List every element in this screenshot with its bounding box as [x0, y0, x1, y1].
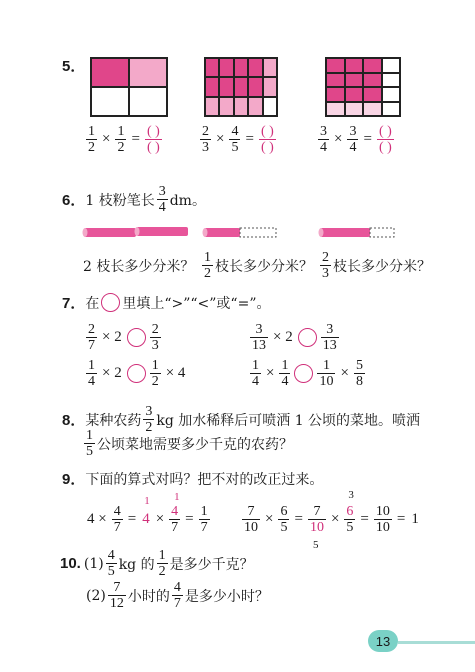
question-5-number: 5．: [62, 58, 86, 75]
answer-blank-3[interactable]: $\frac{( )}{( )}$: [378, 124, 392, 155]
question-10-part2: (2) $\frac{7}{12}$ 小时的 $\frac{4}{7}$ 是多少小时？: [86, 580, 269, 611]
compare-circle-4[interactable]: [294, 364, 313, 383]
chalk-half-image: [202, 225, 282, 239]
q6-sub1: 2 枝长多少分米？: [83, 259, 195, 275]
equation-5-2: $\frac{2}{3}$ × $\frac{4}{5}$ = $\frac{( )}{( )}$: [202, 124, 274, 155]
question-6: 6． 1 枝粉笔长 $\frac{3}{4}$ dm。: [62, 184, 206, 215]
chalk-pair-image: [82, 225, 192, 239]
compare-circle-3[interactable]: [127, 364, 146, 383]
compare-circle-icon: [101, 293, 120, 312]
answer-blank-1[interactable]: $\frac{( )}{( )}$: [146, 124, 160, 155]
question-9: 9． 下面的算式对吗？把不对的改正过来。: [62, 471, 324, 488]
q7-row1-right: $\frac{3}{13}$ × 2 $\frac{3}{13}$: [252, 322, 337, 353]
equation-5-1: $\frac{1}{2}$ × $\frac{1}{2}$ = $\frac{( )}{( )}$: [88, 124, 160, 155]
question-8-line2: $\frac{1}{5}$ 公顷菜地需要多少千克的农药？: [86, 428, 293, 459]
q6-sub3: $\frac{2}{3}$ 枝长多少分米？: [322, 250, 431, 281]
fraction-grid-2: [204, 57, 278, 117]
question-8-line1: 8． 某种农药 $\frac{3}{2}$ kg 加水稀释后可喷洒 1 公顷的菜地。喷洒: [62, 404, 421, 435]
fraction-grid-1: [90, 57, 168, 117]
q9-right-equation: $\frac{7}{10}$ × $\frac{6}{5}$ = 7 10 5 × 6 5 3 = $\frac{10}{10}$ = 1: [244, 489, 419, 551]
q7-row2-left: $\frac{1}{4}$ × 2 $\frac{1}{2}$ × 4: [88, 358, 186, 389]
equation-5-3: $\frac{3}{4}$ × $\frac{3}{4}$ = $\frac{( )}{( )}$: [320, 124, 392, 155]
q9-left-equation: 4 × $\frac{4}{7}$ = 4 1 × 4 7 1 = $\frac{1}{7}$: [87, 491, 208, 535]
q7-row2-right: $\frac{1}{4}$ × $\frac{1}{4}$ $\frac{1}{10}$ × $\frac{5}{8}$: [252, 358, 363, 389]
q6-sub2: $\frac{1}{2}$ 枝长多少分米？: [204, 250, 313, 281]
question-10-part1: 10. (1) $\frac{4}{5}$ kg 的 $\frac{1}{2}$ 是多少千克？: [60, 548, 254, 579]
question-7: 7． 在 里填上“>”“<”或“=”。: [62, 295, 271, 312]
chalk-two-thirds-image: [318, 225, 398, 239]
q7-row1-left: $\frac{2}{7}$ × 2 $\frac{2}{3}$: [88, 322, 159, 353]
compare-circle-1[interactable]: [127, 328, 146, 347]
page-number-badge: 13: [368, 630, 398, 652]
compare-circle-2[interactable]: [298, 328, 317, 347]
page-footer-bar: [398, 641, 475, 644]
answer-blank-2[interactable]: $\frac{( )}{( )}$: [260, 124, 274, 155]
fraction-grid-3: [325, 57, 401, 117]
